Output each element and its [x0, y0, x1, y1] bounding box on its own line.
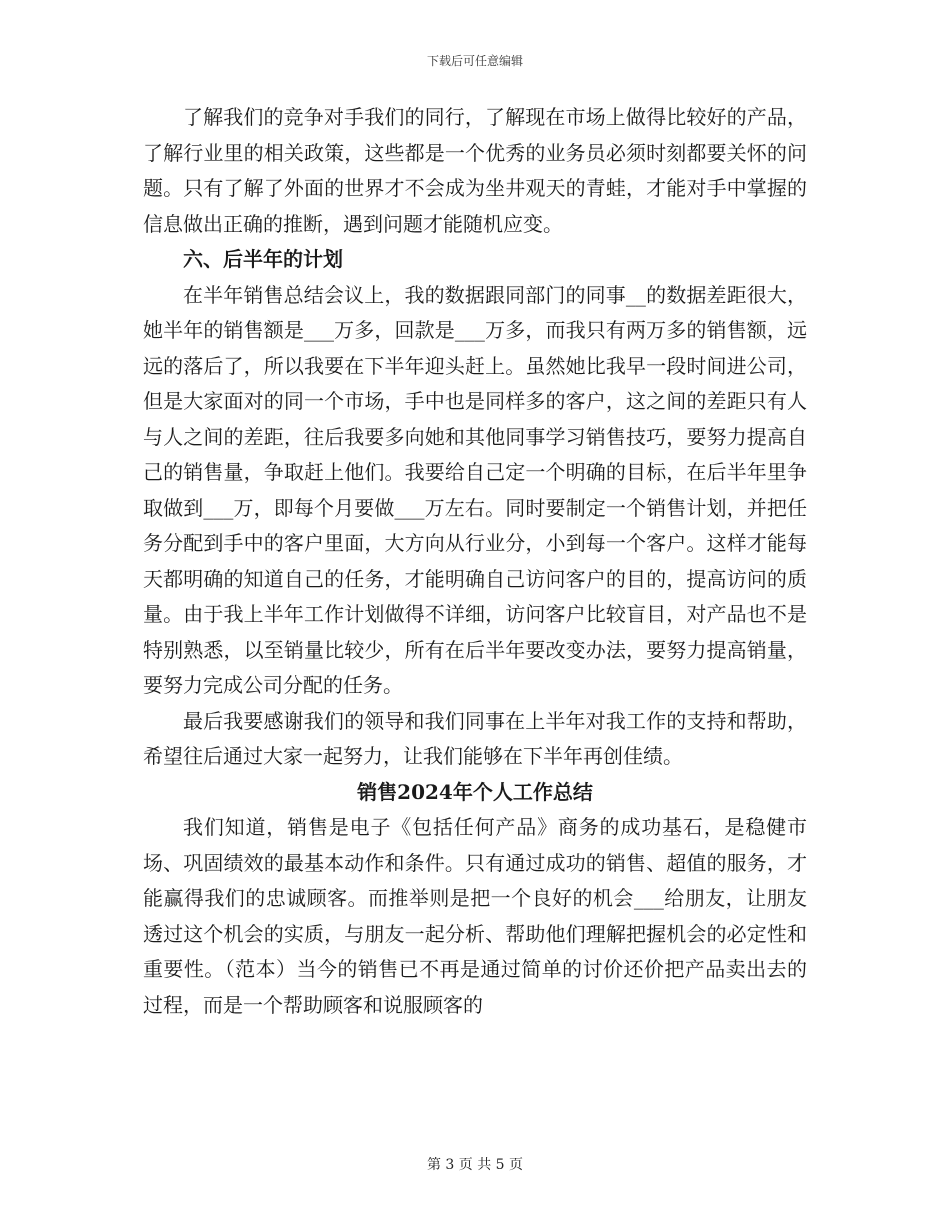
document-body	[143, 100, 807, 1023]
paragraph-plan: 在半年销售总结会议上，我的数据跟同部门的同事__的数据差距很大，她半年的销售额是___万多，回款是___万多，而我只有两万多的销售额，远远的落后了，所以我要在下半年迎头赶上。虽然她比我早一段时间进公司，但是大家面对的同一个市场，手中也是同样多的客户，这之间的差距只有人与人之间的差距，往后我要多向她和其他同事学习销售技巧，要努力提高自己的销售量，争取赶上他们。我要给自己定一个明确的目标，在后半年里争取做到___万，即每个月要做___万左右。同时要制定一个销售计划，并把任务分配到手中的客户里面，大方向从行业分，小到每一个客户。这样才能每天都明确的知道自己的任务，才能明确自己访问客户的目的，提高访问的质量。由于我上半年工作计划做得不详细，访问客户比较盲目，对产品也不是特别熟悉，以至销量比较少，所有在后半年要改变办法，要努力提高销量，要努力完成公司分配的任务。	[143, 282, 807, 697]
section-heading-plan: 六、后半年的计划	[183, 247, 343, 271]
page-footer: 第 3 页 共 5 页	[426, 1157, 524, 1173]
document-title: 销售2024年个人工作总结	[357, 779, 593, 804]
paragraph-sales-intro: 我们知道，销售是电子《包括任何产品》商务的成功基石，是稳健市场、巩固绩效的最基本动作和条件。只有通过成功的销售、超值的服务，才能赢得我们的忠诚顾客。而推举则是把一个良好的机会___给朋友，让朋友透过这个机会的实质，与朋友一起分析、帮助他们理解把握机会的必定性和重要性。（范本）当今的销售已不再是通过简单的讨价还价把产品卖出去的过程，而是一个帮助顾客和说服顾客的	[143, 815, 807, 1017]
page-header: 下载后可任意编辑	[426, 54, 523, 68]
paragraph-competitors: 了解我们的竞争对手我们的同行，了解现在市场上做得比较好的产品，了解行业里的相关政策，这些都是一个优秀的业务员必须时刻都要关怀的问题。只有了解了外面的世界才不会成为坐井观天的青蛙，才能对手中掌握的信息做出正确的推断，遇到问题才能随机应变。	[143, 105, 807, 236]
paragraph-thanks: 最后我要感谢我们的领导和我们同事在上半年对我工作的支持和帮助，希望往后通过大家一起努力，让我们能够在下半年再创佳绩。	[143, 708, 807, 768]
